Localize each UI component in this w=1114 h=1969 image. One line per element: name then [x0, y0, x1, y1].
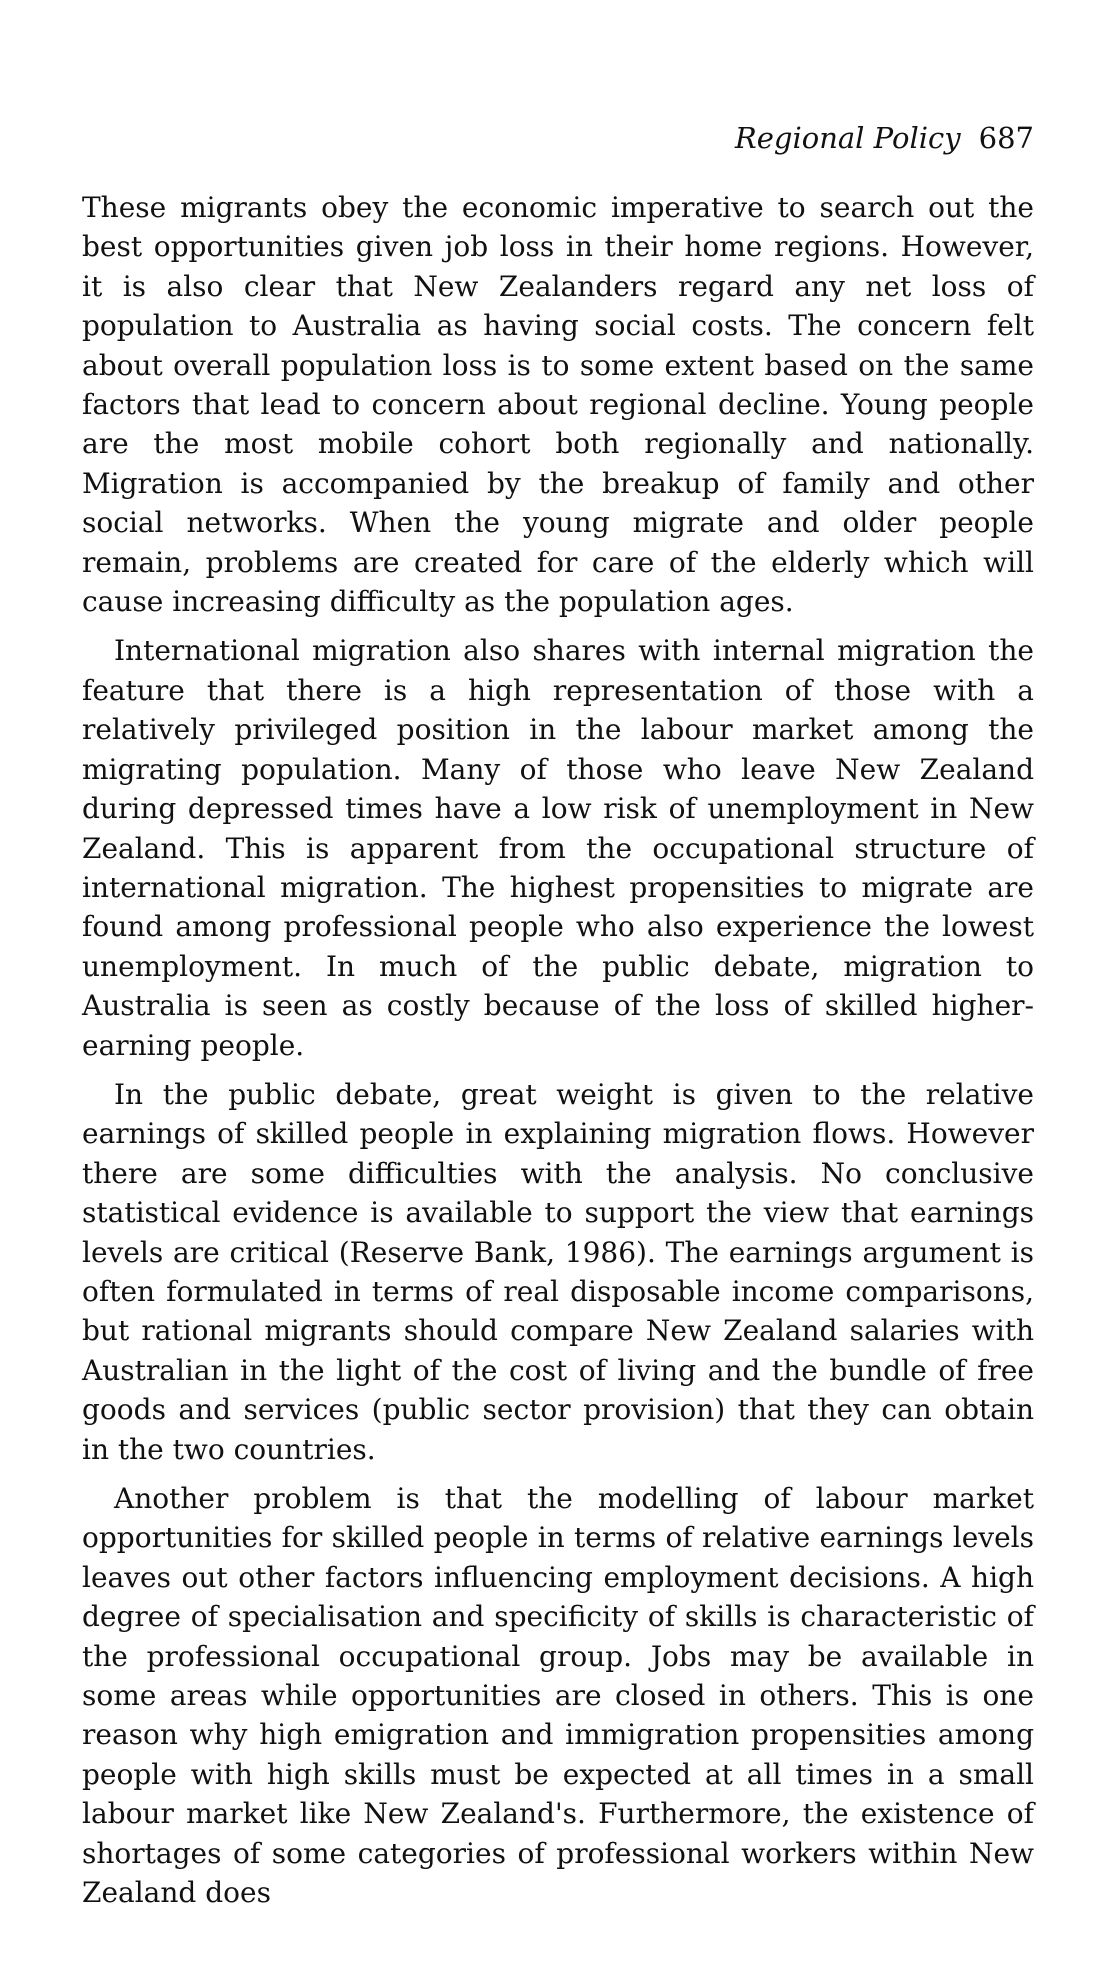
paragraph-4: Another problem is that the modelling of labour market opportunities for skilled people in terms of relative earnings levels leaves out other factors influencing employment decisions. A high degree of specialisation and specificity of skills is characteristic of the professional occupational group. Jobs may be available in some areas while opportunities are closed in others. This is one reason why high emigration and immigration propensities among people with high skills must be expected at all times in a small labour market like New Zealand's. Furthermore, the existence of shortages of some categories of professional workers within New Zealand does — [82, 1482, 1034, 1910]
page-number: 687 — [978, 121, 1034, 155]
paragraph-1: These migrants obey the economic imperative to search out the best opportunities given job loss in their home regions. However, it is also clear that New Zealanders regard any net loss of population to Australia as having social costs. The concern felt about overall population loss is to some extent based on the same factors that lead to concern about regional decline. Young people are the most mobile cohort both regionally and nationally. Migration is accompanied by the breakup of family and other social networks. When the young migrate and older people remain, problems are created for care of the elderly which will cause increasing difficulty as the population ages. — [82, 191, 1034, 619]
paragraph-2: International migration also shares with internal migration the feature that there is a high representation of those with a relatively privileged position in the labour market among the migrating population. Many of those who leave New Zealand during depressed times have a low risk of unemployment in New Zealand. This is apparent from the occupational structure of international migration. The highest propensities to migrate are found among professional people who also experience the lowest unemployment. In much of the public debate, migration to Australia is seen as costly because of the loss of skilled higher-earning people. — [82, 634, 1034, 1062]
paragraph-3: In the public debate, great weight is given to the relative earnings of skilled people in explaining migration flows. However there are some difficulties with the analysis. No conclusive statistical evidence is available to support the view that earnings levels are critical (Reserve Bank, 1986). The earnings argument is often formulated in terms of real disposable income comparisons, but rational migrants should compare New Zealand salaries with Australian in the light of the cost of living and the bundle of free goods and services (public sector provision) that they can obtain in the two countries. — [82, 1077, 1034, 1466]
running-title: Regional Policy — [734, 121, 961, 155]
body-text — [82, 188, 1034, 1922]
running-head — [735, 118, 1034, 158]
